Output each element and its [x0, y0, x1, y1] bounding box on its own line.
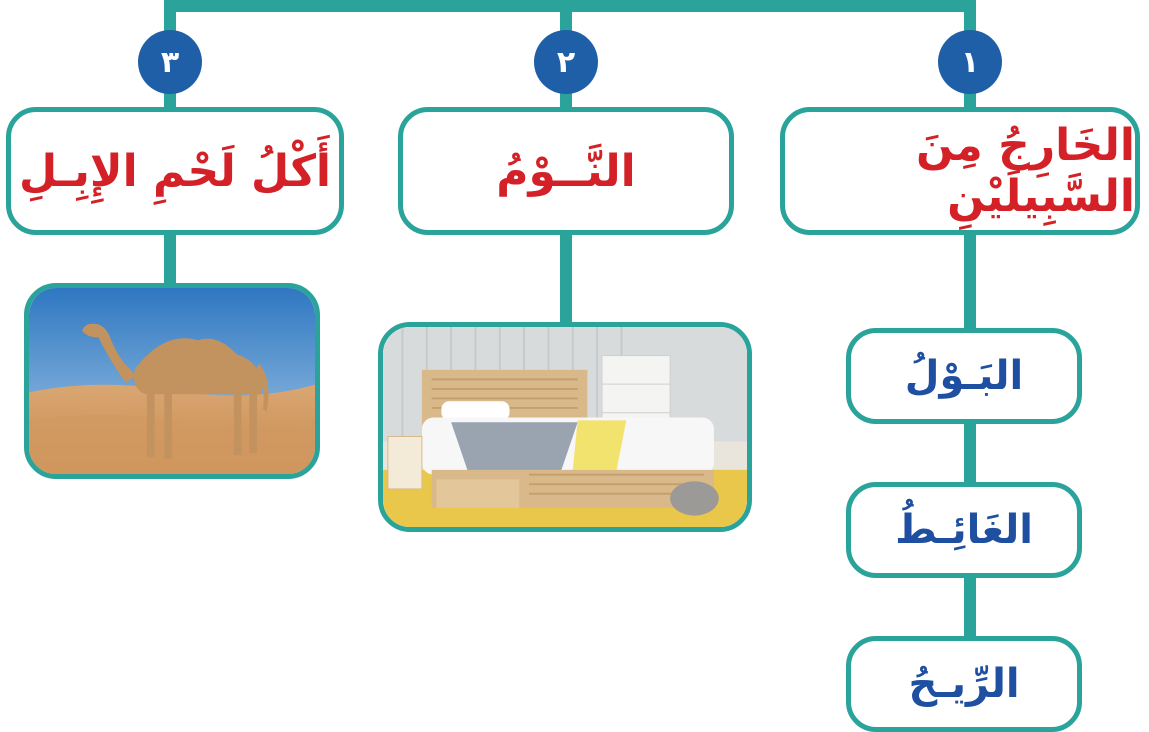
item-box-wind: الرِّيـحُ — [846, 636, 1082, 732]
title-box-1: الخَارِجُ مِنَ السَّبِيلَيْنِ — [780, 107, 1140, 235]
number-badge-2: ٢ — [534, 30, 598, 94]
number-badge-1: ١ — [938, 30, 1002, 94]
item-box-feces: الغَائِـطُ — [846, 482, 1082, 578]
number-badge-3: ٣ — [138, 30, 202, 94]
bed-photo — [378, 322, 752, 532]
camel-photo — [24, 283, 320, 479]
title-box-3: أَكْلُ لَحْمِ الإِبِـلِ — [6, 107, 344, 235]
title-box-2: النَّــوْمُ — [398, 107, 734, 235]
column-3-line-bottom — [164, 230, 176, 290]
item-box-urine: البَـوْلُ — [846, 328, 1082, 424]
column-2-line-bottom — [560, 230, 572, 330]
column-1-line-bottom — [964, 230, 976, 670]
